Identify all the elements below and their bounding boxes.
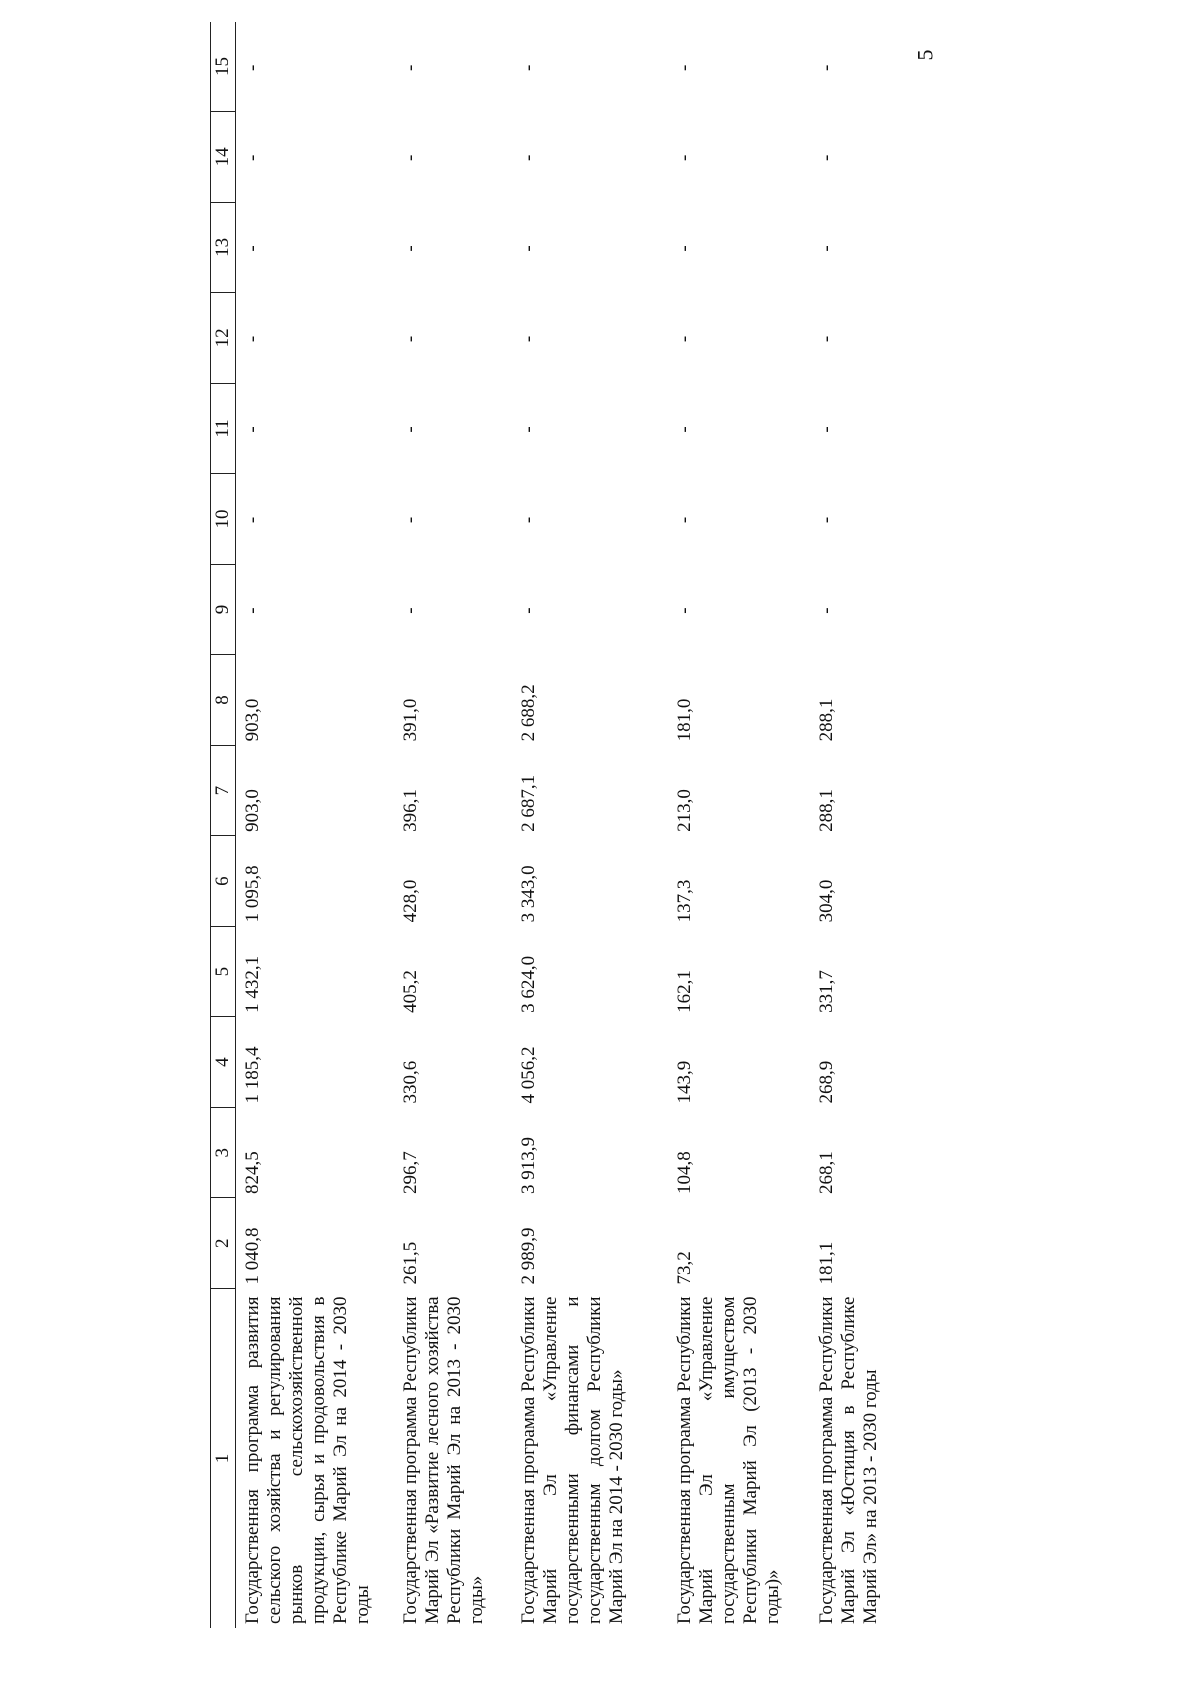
value-cell: - — [518, 516, 539, 524]
table-row — [512, 22, 668, 1628]
rotated-table-container — [210, 22, 990, 1628]
header-row — [211, 22, 236, 1628]
value-cell: - — [674, 245, 695, 252]
value-cell: 181,0 — [674, 698, 695, 742]
value-cell: - — [816, 64, 837, 71]
column-header: 13 — [211, 202, 236, 293]
program-name: Государственная программа Республики Марий Эл «Управление государственными финансами и государственным долгом Республики Марий Эл на 2014 - 2030 годы» — [518, 1296, 627, 1624]
value-cell: 1 040,8 — [242, 1227, 263, 1285]
value-cell: 162,1 — [674, 970, 695, 1013]
value-cell: 104,8 — [674, 1151, 695, 1194]
column-header: 10 — [211, 474, 236, 565]
value-cell: 181,1 — [816, 1241, 837, 1285]
value-cell: - — [518, 335, 539, 343]
value-cell: - — [674, 426, 695, 433]
column-header: 5 — [211, 926, 236, 1017]
column-header: 2 — [211, 1198, 236, 1289]
value-cell: 331,7 — [816, 970, 837, 1013]
value-cell: 143,9 — [674, 1060, 695, 1104]
value-cell: - — [400, 154, 421, 162]
table-row — [236, 22, 395, 1628]
column-header: 12 — [211, 293, 236, 384]
value-cell: - — [518, 64, 539, 71]
value-cell: - — [242, 426, 263, 433]
value-cell: 3 913,9 — [518, 1136, 539, 1194]
column-header: 6 — [211, 836, 236, 927]
value-cell: 3 343,0 — [518, 865, 539, 923]
column-header: 4 — [211, 1017, 236, 1108]
table-row — [668, 22, 810, 1628]
value-cell: - — [242, 245, 263, 252]
column-header: 11 — [211, 383, 236, 474]
page-number: 5 — [912, 49, 938, 61]
column-header: 7 — [211, 745, 236, 836]
table-row — [394, 22, 512, 1628]
value-cell: - — [400, 245, 421, 252]
program-name: Государственная программа Республики Марий Эл «Юстиция в Республике Марий Эл» на 2013 - 2030 годы — [816, 1296, 881, 1624]
value-cell: 1 095,8 — [242, 865, 263, 923]
value-cell: - — [242, 154, 263, 162]
value-cell: 2 688,2 — [518, 684, 539, 742]
value-cell: 137,3 — [674, 879, 695, 923]
table-row — [810, 22, 916, 1628]
value-cell: 268,9 — [816, 1060, 837, 1104]
column-header: 15 — [211, 22, 236, 112]
value-cell: 261,5 — [400, 1241, 421, 1285]
value-cell: 3 624,0 — [518, 955, 539, 1013]
value-cell: - — [242, 335, 263, 343]
value-cell: - — [674, 64, 695, 71]
value-cell: - — [816, 335, 837, 343]
program-name: Государственная программа развития сельского хозяйства и регулирования рынков сельскохозяйственной продукции, сырья и продовольствия в Республике Марий Эл на 2014 - 2030 годы — [242, 1296, 373, 1624]
value-cell: 824,5 — [242, 1151, 263, 1194]
value-cell: - — [816, 426, 837, 433]
value-cell: 903,0 — [242, 789, 263, 832]
value-cell: - — [518, 154, 539, 162]
column-header: 3 — [211, 1107, 236, 1198]
value-cell: 296,7 — [400, 1151, 421, 1194]
value-cell: - — [816, 245, 837, 252]
value-cell: 288,1 — [816, 789, 837, 832]
value-cell: 428,0 — [400, 879, 421, 923]
value-cell: 288,1 — [816, 698, 837, 742]
column-header: 9 — [211, 564, 236, 655]
value-cell: 213,0 — [674, 789, 695, 832]
value-cell: - — [242, 64, 263, 71]
value-cell: 4 056,2 — [518, 1046, 539, 1104]
program-name: Государственная программа Республики Марий Эл «Развитие лесного хозяйства Республики Марий Эл на 2013 - 2030 годы» — [400, 1296, 487, 1624]
value-cell: - — [400, 426, 421, 433]
value-cell: - — [816, 154, 837, 162]
value-cell: - — [400, 516, 421, 524]
value-cell: - — [242, 607, 263, 614]
value-cell: - — [518, 426, 539, 433]
value-cell: - — [518, 245, 539, 252]
value-cell: - — [674, 335, 695, 343]
value-cell: 903,0 — [242, 698, 263, 742]
value-cell: 1 432,1 — [242, 955, 263, 1013]
value-cell: - — [674, 607, 695, 614]
value-cell: - — [518, 607, 539, 614]
value-cell: 304,0 — [816, 879, 837, 923]
value-cell: 396,1 — [400, 789, 421, 832]
program-name: Государственная программа Республики Марий Эл «Управление государственным имуществом Республики Марий Эл (2013 - 2030 годы)» — [674, 1296, 783, 1624]
value-cell: 330,6 — [400, 1060, 421, 1104]
value-cell: - — [400, 64, 421, 71]
value-cell: 268,1 — [816, 1151, 837, 1194]
column-header: 1 — [211, 1289, 236, 1629]
budget-table — [210, 22, 916, 1628]
value-cell: 391,0 — [400, 698, 421, 742]
value-cell: 1 185,4 — [242, 1046, 263, 1104]
value-cell: 2 687,1 — [518, 774, 539, 832]
value-cell: 405,2 — [400, 970, 421, 1013]
column-header: 14 — [211, 112, 236, 203]
value-cell: - — [674, 154, 695, 162]
value-cell: - — [400, 607, 421, 614]
value-cell: - — [816, 607, 837, 614]
value-cell: - — [400, 335, 421, 343]
value-cell: 2 989,9 — [518, 1227, 539, 1285]
column-header: 8 — [211, 655, 236, 746]
value-cell: - — [674, 516, 695, 524]
value-cell: - — [242, 516, 263, 524]
value-cell: - — [816, 516, 837, 524]
value-cell: 73,2 — [674, 1251, 695, 1285]
